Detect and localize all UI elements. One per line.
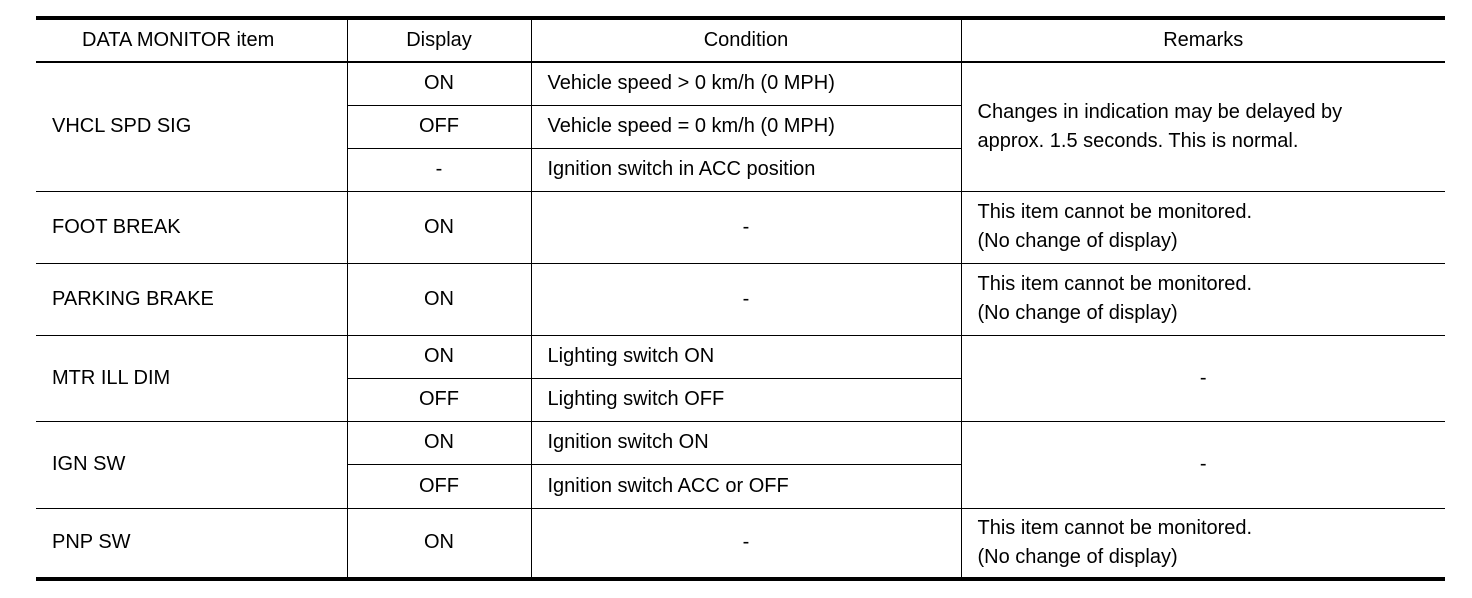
remarks-cell (961, 508, 1445, 579)
remarks-line: (No change of display) (977, 302, 1178, 324)
condition-cell: - (531, 508, 961, 579)
display-cell: OFF (347, 464, 531, 508)
item-pnp-sw: PNP SW (36, 508, 347, 579)
condition-cell: - (531, 191, 961, 263)
remarks-line: approx. 1.5 seconds. This is normal. (977, 129, 1299, 152)
item-parking-brake: PARKING BRAKE (36, 263, 347, 335)
header-condition: Condition (531, 18, 961, 62)
display-cell: OFF (347, 378, 531, 421)
remarks-cell: - (961, 421, 1445, 508)
table-row (36, 421, 1445, 464)
display-cell: ON (347, 191, 531, 263)
item-ign-sw: IGN SW (36, 421, 347, 508)
remarks-cell: - (961, 335, 1445, 421)
header-display: Display (347, 18, 531, 62)
display-cell: ON (347, 508, 531, 579)
remarks-line: (No change of display) (977, 545, 1178, 568)
item-mtr-ill-dim: MTR ILL DIM (36, 335, 347, 421)
remarks-cell (961, 263, 1445, 335)
remarks-line: (No change of display) (977, 230, 1178, 252)
condition-cell: Lighting switch OFF (531, 378, 961, 421)
remarks-cell (961, 191, 1445, 263)
condition-cell: Vehicle speed > 0 km/h (0 MPH) (531, 62, 961, 105)
display-cell: ON (347, 62, 531, 105)
condition-cell: Ignition switch ACC or OFF (531, 464, 961, 508)
display-cell: OFF (347, 105, 531, 148)
table-row (36, 335, 1445, 378)
remarks-line: This item cannot be monitored. (977, 273, 1253, 295)
header-remarks: Remarks (961, 18, 1445, 62)
table-row (36, 508, 1445, 579)
condition-cell: Lighting switch ON (531, 335, 961, 378)
item-foot-break: FOOT BREAK (36, 191, 347, 263)
condition-cell: - (531, 263, 961, 335)
condition-cell: Vehicle speed = 0 km/h (0 MPH) (531, 105, 961, 148)
table-row (36, 191, 1445, 263)
remarks-line: This item cannot be monitored. (977, 516, 1253, 539)
item-vhcl-spd-sig: VHCL SPD SIG (36, 62, 347, 191)
header-item: DATA MONITOR item (36, 18, 347, 62)
display-cell: ON (347, 335, 531, 378)
remarks-line: This item cannot be monitored. (977, 201, 1253, 223)
remarks-line: Changes in indication may be delayed by (977, 100, 1343, 123)
remarks-cell (961, 62, 1445, 191)
table-row (36, 263, 1445, 335)
header-row (36, 18, 1445, 62)
condition-cell: Ignition switch ON (531, 421, 961, 464)
condition-cell: Ignition switch in ACC position (531, 148, 961, 191)
display-cell: - (347, 148, 531, 191)
display-cell: ON (347, 263, 531, 335)
data-monitor-table (36, 16, 1445, 581)
display-cell: ON (347, 421, 531, 464)
table-row (36, 62, 1445, 105)
